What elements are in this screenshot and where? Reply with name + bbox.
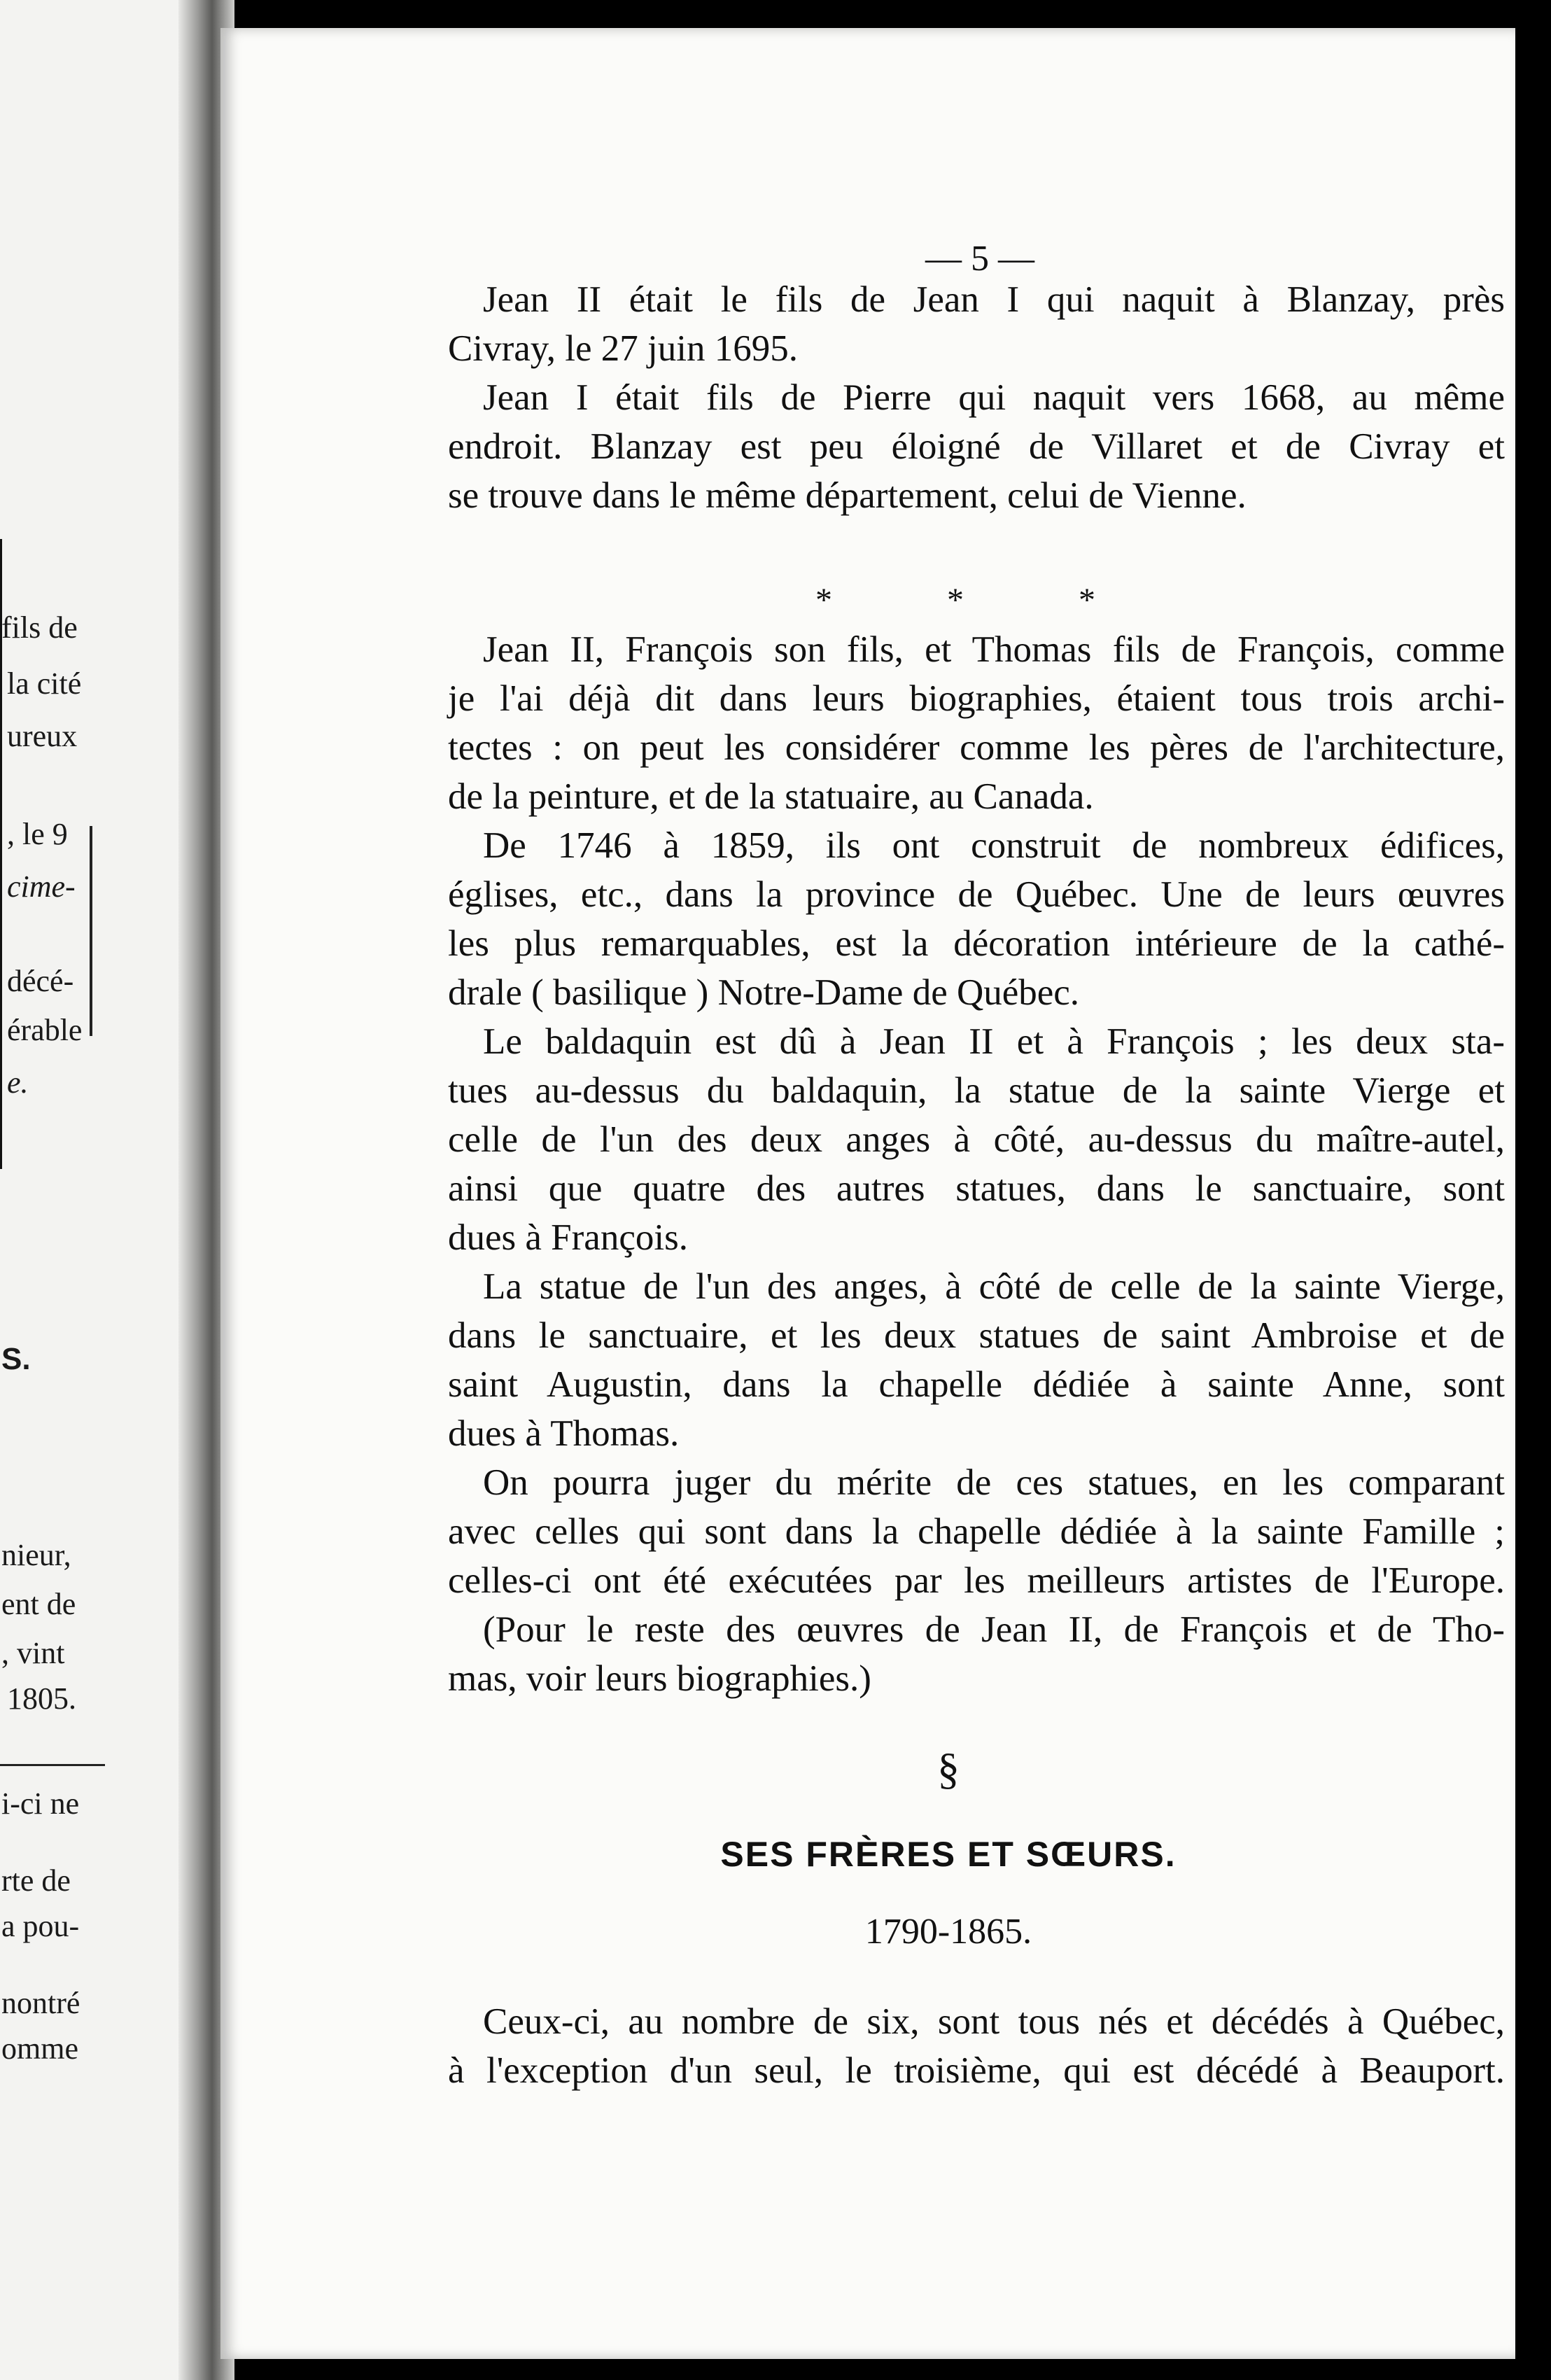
text-line: se trouve dans le même département, celui de Vienne. [448, 475, 1247, 516]
asterisk: * [815, 582, 832, 619]
text-line: On pourra juger du mérite de ces statues, en les comparant [483, 1462, 1505, 1503]
text-line: Jean II était le fils de Jean I qui naquit à Blanzay, près [483, 279, 1505, 320]
previous-page-fragment: fils de [1, 610, 78, 645]
previous-page-fragment: e. [7, 1065, 29, 1100]
text-line: dues à François. [448, 1217, 688, 1258]
previous-page-fragment: , vint [1, 1636, 65, 1670]
text-line: endroit. Blanzay est peu éloigné de Villaret et de Civray et [448, 426, 1505, 467]
scan-border [1515, 0, 1551, 2380]
text-line: celles-ci ont été exécutées par les meilleurs artistes de l'Europe. [448, 1560, 1505, 1601]
text-line: ainsi que quatre des autres statues, dans le sanctuaire, sont [448, 1168, 1505, 1209]
text-line: Ceux-ci, au nombre de six, sont tous nés et décédés à Québec, [483, 2001, 1505, 2042]
previous-page-fragment: 1805. [7, 1681, 76, 1716]
asterism [815, 581, 1095, 620]
text-line: de la peinture, et de la statuaire, au Canada. [448, 776, 1094, 817]
previous-page-fragment: S. [1, 1342, 31, 1376]
book-page [220, 28, 1515, 2359]
page-number: — 5 — [925, 239, 1034, 279]
text-line: à l'exception d'un seul, le troisième, qui est décédé à Beauport. [448, 2050, 1505, 2091]
text-line: tectes : on peut les considérer comme les pères de l'architecture, [448, 727, 1505, 768]
previous-page-fragment: ureux [7, 719, 78, 753]
previous-page-fragment: a pou- [1, 1909, 80, 1943]
text-line: tues au-dessus du baldaquin, la statue de la sainte Vierge et [448, 1070, 1505, 1111]
text-line: Civray, le 27 juin 1695. [448, 328, 799, 369]
previous-page-fragment: omme [1, 2031, 78, 2066]
text-line: drale ( basilique ) Notre-Dame de Québec. [448, 972, 1080, 1013]
previous-page-fragment: nontré [1, 1986, 80, 2020]
asterisk: * [947, 582, 964, 619]
previous-page-fragment: cime- [7, 869, 76, 904]
previous-page-fragment: ent de [1, 1587, 76, 1621]
previous-page-fragment: la cité [7, 666, 82, 701]
text-line: Jean I était fils de Pierre qui naquit vers 1668, au même [483, 377, 1505, 418]
text-line: saint Augustin, dans la chapelle dédiée à sainte Anne, sont [448, 1364, 1505, 1405]
text-line: églises, etc., dans la province de Québec. Une de leurs œuvres [448, 874, 1505, 915]
previous-page-fragment: rte de [1, 1863, 71, 1898]
section-dates: 1790-1865. [864, 1912, 1032, 1952]
text-line: avec celles qui sont dans la chapelle dédiée à la sainte Famille ; [448, 1511, 1505, 1552]
text-line: dans le sanctuaire, et les deux statues de saint Ambroise et de [448, 1315, 1505, 1356]
section-title: SES FRÈRES ET SŒURS. [720, 1835, 1177, 1874]
previous-page-fragment: i-ci ne [1, 1786, 80, 1821]
section-mark: § [937, 1744, 960, 1793]
text-line: Le baldaquin est dû à Jean II et à François ; les deux sta- [483, 1021, 1505, 1062]
text-line: dues à Thomas. [448, 1413, 680, 1454]
previous-page-fragment: décé- [7, 964, 74, 998]
asterisk: * [1079, 582, 1095, 619]
text-line: mas, voir leurs biographies.) [448, 1658, 871, 1699]
text-line: La statue de l'un des anges, à côté de celle de la sainte Vierge, [483, 1266, 1505, 1307]
previous-page-fragment: nieur, [1, 1538, 71, 1572]
previous-page-divider [0, 1764, 105, 1766]
text-line: Jean II, François son fils, et Thomas fils de François, comme [483, 629, 1505, 670]
previous-page-rule [90, 826, 92, 1036]
previous-page-fragment: , le 9 [7, 817, 68, 851]
text-line: je l'ai déjà dit dans leurs biographies, étaient tous trois archi- [448, 678, 1505, 719]
text-line: De 1746 à 1859, ils ont construit de nombreux édifices, [483, 825, 1505, 866]
text-line: les plus remarquables, est la décoration intérieure de la cathé- [448, 923, 1505, 964]
text-line: celle de l'un des deux anges à côté, au-dessus du maître-autel, [448, 1119, 1505, 1160]
text-line: (Pour le reste des œuvres de Jean II, de François et de Tho- [483, 1609, 1505, 1650]
previous-page-fragment: érable [7, 1013, 83, 1047]
